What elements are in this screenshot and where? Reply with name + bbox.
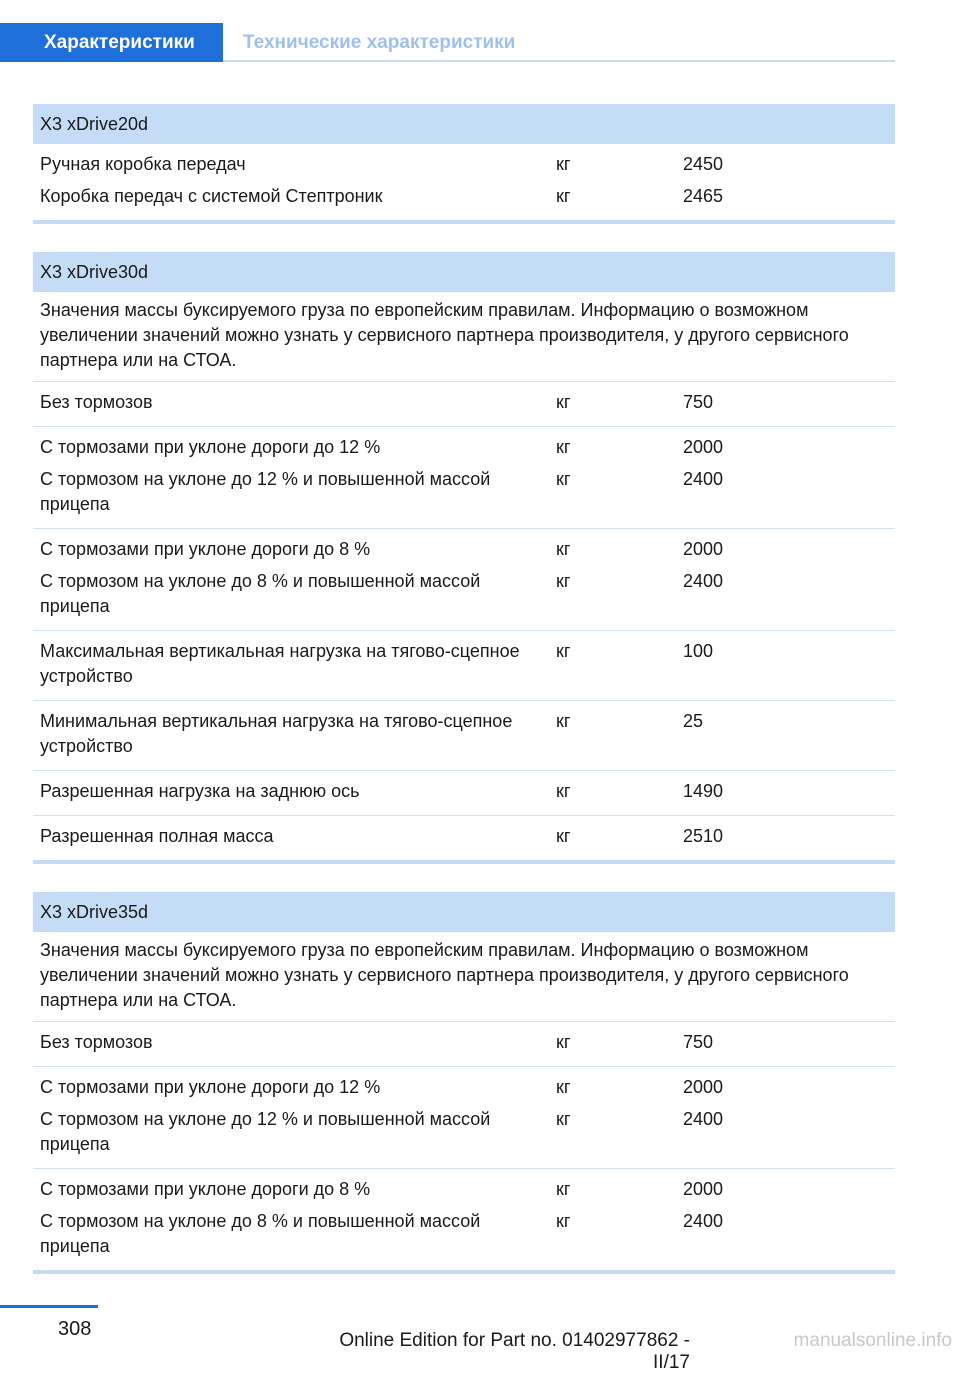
row-label: С тормозами при уклоне дороги до 12 %	[40, 1077, 381, 1097]
spec-section	[33, 892, 895, 1274]
table-row	[33, 1027, 895, 1059]
row-value: 1490	[683, 781, 724, 801]
row-group	[33, 427, 895, 529]
row-value: 2465	[683, 186, 724, 206]
row-group	[33, 382, 895, 427]
row-unit: кг	[556, 1211, 571, 1231]
row-group	[33, 816, 895, 864]
row-group	[33, 529, 895, 631]
section-note: Значения массы буксируемого груза по европейским правилам. Информацию о возможном увеличении значений можно узнать у сервисного партнера производителя, у другого сервисного партнера или на СТОА.	[33, 932, 895, 1022]
row-group	[33, 1022, 895, 1067]
table-row	[33, 149, 895, 181]
row-label: С тормозами при уклоне дороги до 12 %	[40, 437, 381, 457]
row-unit: кг	[556, 1032, 571, 1052]
row-value: 750	[683, 1032, 714, 1052]
row-label: Разрешенная нагрузка на заднюю ось	[40, 781, 360, 801]
page-header	[0, 23, 895, 62]
row-value: 2000	[683, 1179, 724, 1199]
section-heading: X3 xDrive30d	[33, 252, 895, 292]
table-row	[33, 566, 895, 623]
row-group	[33, 1169, 895, 1274]
table-row	[33, 1174, 895, 1206]
edition-text: Online Edition for Part no. 01402977862 - II/17	[339, 1330, 690, 1373]
row-group	[33, 771, 895, 816]
row-label: С тормозом на уклоне до 12 % и повышенной массой прицепа	[40, 1109, 491, 1154]
table-row	[33, 636, 895, 693]
row-label: Разрешенная полная масса	[40, 826, 274, 846]
row-group	[33, 631, 895, 701]
row-value: 2000	[683, 1077, 724, 1097]
row-value: 2450	[683, 154, 724, 174]
row-group	[33, 144, 895, 224]
row-unit: кг	[556, 826, 571, 846]
section-title[interactable]: Технические характеристики	[243, 32, 516, 53]
row-unit: кг	[556, 711, 571, 731]
row-unit: кг	[556, 1109, 571, 1129]
table-row	[33, 706, 895, 763]
row-label: Ручная коробка передач	[40, 154, 246, 174]
row-unit: кг	[556, 469, 571, 489]
row-unit: кг	[556, 571, 571, 591]
row-unit: кг	[556, 186, 571, 206]
table-row	[33, 1072, 895, 1104]
row-label: Минимальная вертикальная нагрузка на тягово-сцепное устройство	[40, 711, 513, 756]
row-group	[33, 701, 895, 771]
row-label: Без тормозов	[40, 1032, 153, 1052]
table-row	[33, 181, 895, 213]
row-value: 750	[683, 392, 714, 412]
row-value: 2400	[683, 1109, 724, 1129]
row-unit: кг	[556, 1077, 571, 1097]
row-group	[33, 1067, 895, 1169]
section-note: Значения массы буксируемого груза по европейским правилам. Информацию о возможном увеличении значений можно узнать у сервисного партнера производителя, у другого сервисного партнера или на СТОА.	[33, 292, 895, 382]
table-row	[33, 1104, 895, 1161]
page-number: 308	[58, 1318, 92, 1340]
row-value: 2000	[683, 437, 724, 457]
spec-section	[33, 252, 895, 864]
header-divider	[223, 60, 895, 62]
row-value: 2400	[683, 571, 724, 591]
spec-section	[33, 104, 895, 224]
row-label: С тормозом на уклоне до 12 % и повышенной массой прицепа	[40, 469, 491, 514]
row-value: 2400	[683, 1211, 724, 1231]
table-row	[33, 464, 895, 521]
spec-tables	[33, 104, 895, 1302]
footer-accent-line	[0, 1305, 98, 1308]
row-unit: кг	[556, 539, 571, 559]
table-row	[33, 432, 895, 464]
row-value: 2000	[683, 539, 724, 559]
row-label: С тормозами при уклоне дороги до 8 %	[40, 539, 371, 559]
table-row	[33, 534, 895, 566]
row-value: 2400	[683, 469, 724, 489]
section-heading: X3 xDrive20d	[33, 104, 895, 144]
row-unit: кг	[556, 641, 571, 661]
row-label: С тормозом на уклоне до 8 % и повышенной массой прицепа	[40, 1211, 481, 1256]
row-unit: кг	[556, 781, 571, 801]
row-label: С тормозом на уклоне до 8 % и повышенной массой прицепа	[40, 571, 481, 616]
row-label: С тормозами при уклоне дороги до 8 %	[40, 1179, 371, 1199]
row-value: 2510	[683, 826, 724, 846]
row-unit: кг	[556, 1179, 571, 1199]
table-row	[33, 1206, 895, 1263]
row-label: Без тормозов	[40, 392, 153, 412]
row-value: 25	[683, 711, 704, 731]
section-heading: X3 xDrive35d	[33, 892, 895, 932]
row-value: 100	[683, 641, 714, 661]
row-unit: кг	[556, 437, 571, 457]
row-label: Коробка передач с системой Стептроник	[40, 186, 383, 206]
row-unit: кг	[556, 154, 571, 174]
table-row	[33, 387, 895, 419]
table-row	[33, 821, 895, 853]
watermark: manualsonline.info	[793, 1330, 952, 1351]
chapter-tab[interactable]: Характеристики	[0, 23, 223, 62]
row-unit: кг	[556, 392, 571, 412]
row-label: Максимальная вертикальная нагрузка на тягово-сцепное устройство	[40, 641, 520, 686]
table-row	[33, 776, 895, 808]
